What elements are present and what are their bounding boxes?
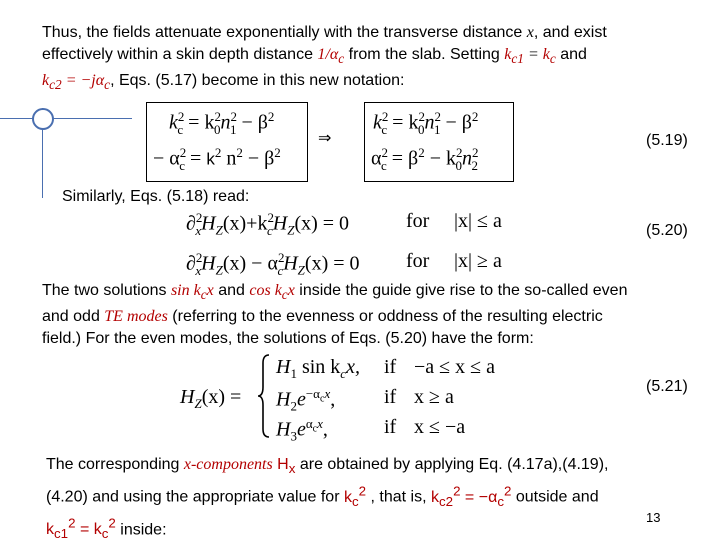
equation-number-5-19: (5.19) bbox=[646, 132, 688, 149]
paragraph-two-solutions bbox=[42, 280, 712, 350]
eq521-row1: $H_1$ $\sin k_cx$, bbox=[276, 356, 360, 381]
text: field.) For the even modes, the solutions of Eqs. (5.20) have the form: bbox=[42, 330, 534, 348]
eq520-row2-for: for bbox=[406, 250, 430, 272]
slide-horizontal-rule bbox=[0, 118, 132, 119]
te-modes: TE modes bbox=[104, 308, 168, 326]
eq521-lhs: $H_Z(x)$ = bbox=[180, 386, 242, 411]
text: are obtained by applying Eq. (4.17a),(4.19), bbox=[295, 456, 609, 473]
paragraph-x-components bbox=[46, 454, 706, 545]
equation-5-19-right-box bbox=[364, 102, 514, 182]
slide-bullet-circle bbox=[32, 108, 54, 130]
eq521-row2-condition: x ≥ a bbox=[414, 386, 454, 408]
text: , that is, bbox=[366, 488, 431, 506]
text: and odd bbox=[42, 308, 105, 326]
equation-number-5-20: (5.20) bbox=[646, 222, 688, 239]
text: , and exist bbox=[533, 24, 607, 41]
math-var: x bbox=[526, 24, 534, 41]
paragraph-intro bbox=[42, 22, 702, 96]
kc: $k_c$ bbox=[542, 46, 556, 67]
text: outside and bbox=[511, 488, 599, 506]
paragraph-similarly bbox=[62, 186, 249, 208]
eq521-row2-if: if bbox=[384, 386, 397, 408]
kc1: $k_{c1}$ bbox=[504, 46, 524, 67]
text: Thus, the fields attenuate exponentially with the transverse distance bbox=[42, 24, 527, 41]
skin-depth: $1/\alpha_c$ bbox=[317, 46, 345, 67]
text: and bbox=[213, 282, 250, 299]
eq521-row3-if: if bbox=[384, 416, 397, 438]
eq519-left-row1: $k^2_c = k^2_0n^2_1 - \beta^2$ bbox=[169, 109, 275, 137]
eq520-row1-for: for bbox=[406, 210, 430, 232]
kc2: $k_{c2}$ bbox=[42, 72, 62, 93]
eq520-row1: $\partial^2_xH_Z(x)+k^2_cH_Z(x) = 0$ bbox=[186, 210, 350, 238]
eq521-row1-if: if bbox=[384, 356, 397, 378]
j-alpha-c: $j\alpha_c$ bbox=[91, 72, 111, 93]
eq521-row3-condition: x ≤ −a bbox=[414, 416, 466, 438]
text: from the slab. Setting bbox=[344, 46, 505, 63]
eq520-row2: $\partial^2_xH_Z(x) - \alpha^2_cH_Z(x) = 0$ bbox=[186, 250, 360, 278]
text: The two solutions bbox=[42, 282, 171, 299]
kc2-squared: $k_{c2}^2 = -\alpha_c^2$ bbox=[430, 483, 512, 509]
equals-minus: = − bbox=[61, 72, 92, 90]
text: inside the guide give rise to the so-called even bbox=[294, 282, 628, 299]
eq521-brace bbox=[256, 353, 272, 439]
eq521-row3: $H_3e^{\alpha_cx}$, bbox=[276, 416, 328, 444]
text: and bbox=[555, 46, 587, 63]
text: (referring to the evenness or oddness of the resulting electric bbox=[167, 308, 603, 326]
text: Similarly, Eqs. (5.18) read: bbox=[62, 188, 250, 205]
kc-squared: $k_c^2$ bbox=[343, 483, 367, 509]
text: The corresponding bbox=[46, 456, 184, 473]
text: inside: bbox=[115, 521, 167, 539]
implies-arrow: ⇒ bbox=[318, 130, 332, 147]
text: effectively within a skin depth distance bbox=[42, 46, 318, 63]
hx: $H_x$ bbox=[272, 456, 296, 477]
eq519-right-row2: $\alpha^2_c = \beta^2 - k^2_0n^2_2$ bbox=[371, 145, 479, 173]
eq521-row1-condition: −a ≤ x ≤ a bbox=[414, 356, 495, 378]
page-number: 13 bbox=[646, 510, 661, 525]
eq519-left-row2: − $\alpha^2_c = k^2$ $n^2 - \beta^2$ bbox=[153, 145, 281, 173]
eq519-right-row1: $k^2_c = k^2_0n^2_1 - \beta^2$ bbox=[373, 109, 479, 137]
eq521-row2: $H_2e^{-\alpha_cx}$, bbox=[276, 386, 336, 414]
kc1-squared: $k_{c1}^2 = k_c^2$ bbox=[46, 515, 116, 542]
text: , Eqs. (5.17) become in this new notation: bbox=[110, 72, 405, 90]
eq520-row1-condition: |x| ≤ a bbox=[454, 210, 502, 232]
equation-number-5-21: (5.21) bbox=[646, 378, 688, 395]
text: (4.20) and using the appropriate value for bbox=[46, 488, 344, 506]
eq520-row2-condition: |x| ≥ a bbox=[454, 250, 502, 272]
equation-5-19-left-box bbox=[146, 102, 308, 182]
cos-kcx: $\cos k_cx$ bbox=[249, 282, 295, 303]
equals: = bbox=[523, 46, 543, 63]
x-components: x-components bbox=[183, 456, 273, 473]
sin-kcx: $\sin k_cx$ bbox=[170, 282, 214, 303]
